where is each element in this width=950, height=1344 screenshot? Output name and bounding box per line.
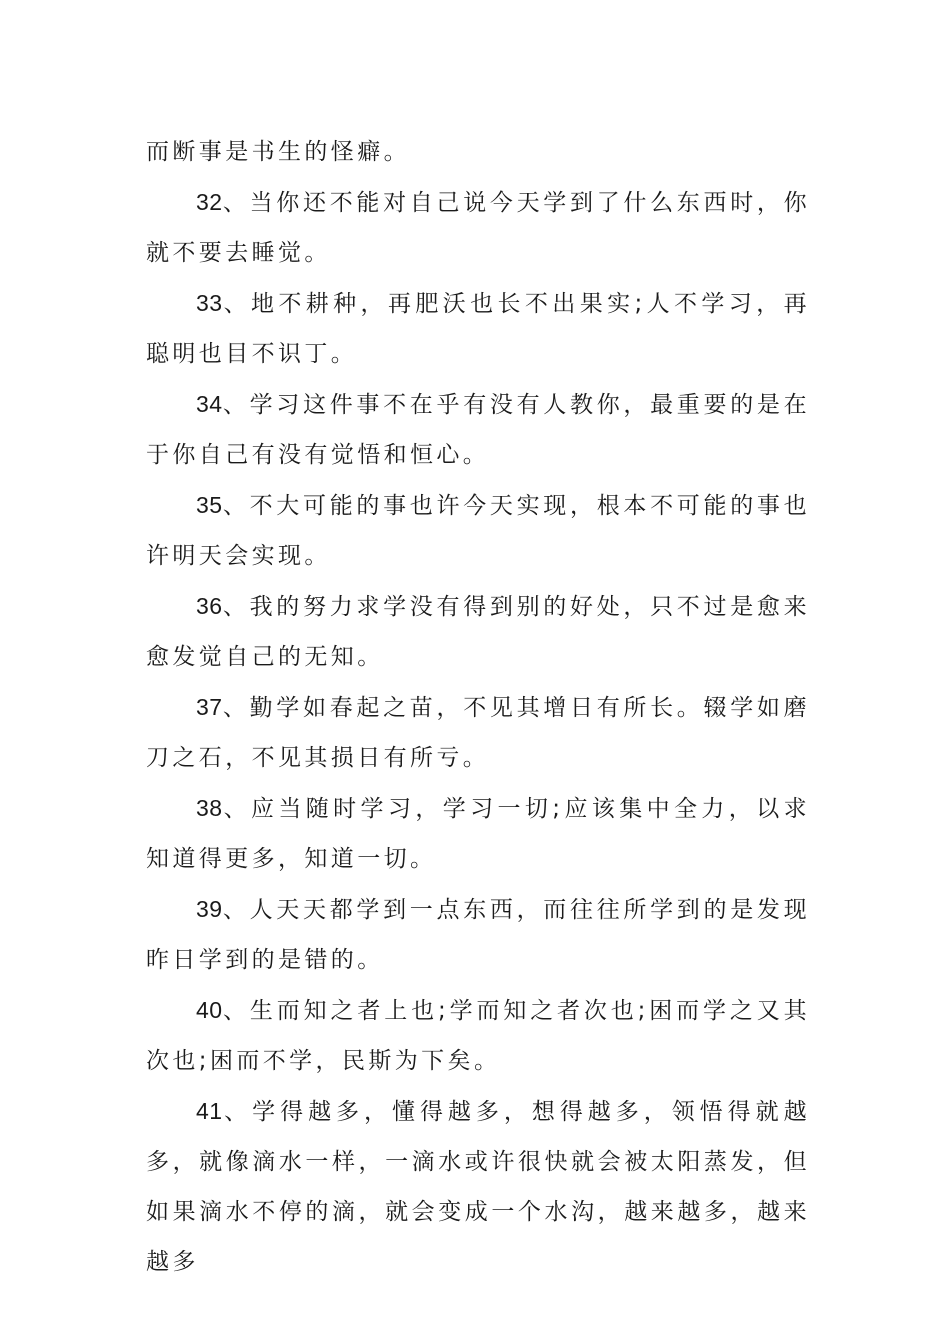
quote-number: 36 — [196, 593, 223, 619]
quote-paragraph-40 — [146, 985, 810, 1086]
quote-number: 37 — [196, 694, 223, 720]
quote-text: 、人天天都学到一点东西，而往往所学到的是发现昨日学到的是错的。 — [146, 897, 810, 973]
document-body — [146, 127, 810, 1287]
quote-paragraph-35 — [146, 480, 810, 581]
quote-text: 、应当随时学习，学习一切;应该集中全力，以求知道得更多，知道一切。 — [146, 796, 810, 872]
quote-text: 、勤学如春起之苗，不见其增日有所长。辍学如磨刀之石，不见其损日有所亏。 — [146, 695, 810, 771]
quote-paragraph-41 — [146, 1086, 810, 1287]
quote-text: 、地不耕种，再肥沃也长不出果实;人不学习，再聪明也目不识丁。 — [146, 291, 810, 367]
quote-text: 、学得越多，懂得越多，想得越多，领悟得就越多，就像滴水一样，一滴水或许很快就会被太阳蒸发，但如果滴水不停的滴，就会变成一个水沟，越来越多，越来越多 — [146, 1099, 810, 1275]
quote-paragraph-32 — [146, 177, 810, 278]
quote-text: 、生而知之者上也;学而知之者次也;困而学之又其次也;困而不学，民斯为下矣。 — [146, 998, 810, 1074]
quote-text: 、当你还不能对自己说今天学到了什么东西时，你就不要去睡觉。 — [146, 190, 810, 266]
quote-number: 39 — [196, 896, 223, 922]
quote-text: 、不大可能的事也许今天实现，根本不可能的事也许明天会实现。 — [146, 493, 810, 569]
paragraph-continuation — [146, 127, 810, 177]
quote-paragraph-34 — [146, 379, 810, 480]
quote-number: 38 — [196, 795, 223, 821]
quote-number: 41 — [196, 1098, 223, 1124]
quote-paragraph-36 — [146, 581, 810, 682]
paragraph-text: 而断事是书生的怪癖。 — [146, 139, 410, 165]
quote-number: 34 — [196, 391, 223, 417]
quote-text: 、学习这件事不在乎有没有人教你，最重要的是在于你自己有没有觉悟和恒心。 — [146, 392, 810, 468]
quote-number: 33 — [196, 290, 223, 316]
quote-paragraph-33 — [146, 278, 810, 379]
quote-paragraph-39 — [146, 884, 810, 985]
quote-number: 35 — [196, 492, 223, 518]
quote-paragraph-38 — [146, 783, 810, 884]
quote-paragraph-37 — [146, 682, 810, 783]
quote-number: 32 — [196, 189, 223, 215]
quote-number: 40 — [196, 997, 223, 1023]
quote-text: 、我的努力求学没有得到别的好处，只不过是愈来愈发觉自己的无知。 — [146, 594, 810, 670]
